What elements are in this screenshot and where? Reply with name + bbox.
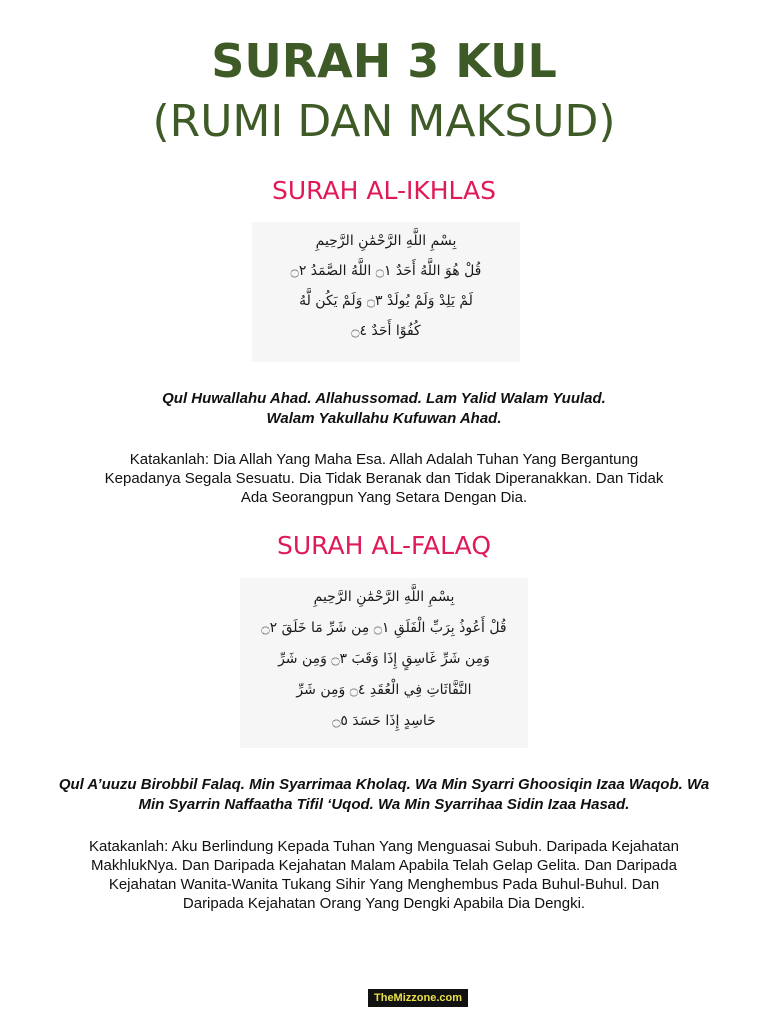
arabic-line: النَّفَّاثَاتِ فِي الْعُقَدِ ۝٤ وَمِن شَرِّ xyxy=(296,682,472,698)
maksud-line: Katakanlah: Aku Berlindung Kepada Tuhan Yang Menguasai Subuh. Daripada Kejahatan xyxy=(89,838,679,855)
arabic-line: كُفُوًا أَحَدٌ ۝٤ xyxy=(351,323,421,339)
arabic-line: بِسْمِ اللَّهِ الرَّحْمَٰنِ الرَّحِيمِ xyxy=(315,233,457,249)
falaq-arabic-text-image xyxy=(240,578,528,748)
ikhlas-rumi-text xyxy=(40,389,728,429)
brand-watermark: TheMizzone.com xyxy=(368,989,468,1007)
arabic-line: قُلْ أَعُوذُ بِرَبِّ الْفَلَقِ ۝١ مِن شَرِّ مَا خَلَقَ ۝٢ xyxy=(261,620,507,636)
falaq-maksud-text xyxy=(60,837,708,913)
rumi-line: Qul A’uuzu Birobbil Falaq. Min Syarrimaa Kholaq. Wa Min Syarri Ghoosiqin Izaa Waqob. Wa xyxy=(58,776,710,793)
surah-ikhlas-title: SURAH AL-IKHLAS xyxy=(271,176,497,205)
arabic-line: قُلْ هُوَ اللَّهُ أَحَدٌ ۝١ اللَّهُ الصَّمَدُ ۝٢ xyxy=(290,263,482,279)
maksud-line: Kejahatan Wanita-Wanita Tukang Sihir Yang Menghembus Pada Buhul-Buhul. Dan xyxy=(108,876,660,893)
maksud-line: Katakanlah: Dia Allah Yang Maha Esa. Allah Adalah Tuhan Yang Bergantung xyxy=(129,451,639,468)
ikhlas-arabic-text-image xyxy=(252,222,520,362)
arabic-line: حَاسِدٍ إِذَا حَسَدَ ۝٥ xyxy=(332,713,436,729)
maksud-line: MakhlukNya. Dan Daripada Kejahatan Malam Apabila Telah Gelap Gelita. Dan Daripada xyxy=(91,857,677,874)
maksud-line: Kepadanya Segala Sesuatu. Dia Tidak Beranak dan Tidak Diperanakkan. Dan Tidak xyxy=(104,470,664,487)
page-title: SURAH 3 KUL xyxy=(211,34,557,88)
arabic-line: لَمْ يَلِدْ وَلَمْ يُولَدْ ۝٣ وَلَمْ يَكُن لَّهُ xyxy=(299,293,473,309)
maksud-line: Ada Seorangpun Yang Setara Dengan Dia. xyxy=(240,489,528,506)
maksud-line: Daripada Kejahatan Orang Yang Dengki Apabila Dia Dengki. xyxy=(182,895,586,912)
falaq-rumi-text xyxy=(24,775,744,815)
arabic-line: وَمِن شَرِّ غَاسِقٍ إِذَا وَقَبَ ۝٣ وَمِن شَرِّ xyxy=(278,651,490,667)
ikhlas-maksud-text xyxy=(80,450,688,507)
page-subtitle: (RUMI DAN MAKSUD) xyxy=(152,96,616,147)
surah-falaq-title: SURAH AL-FALAQ xyxy=(276,531,491,560)
rumi-line: Qul Huwallahu Ahad. Allahussomad. Lam Yalid Walam Yuulad. xyxy=(162,390,606,407)
rumi-line: Walam Yakullahu Kufuwan Ahad. xyxy=(266,410,502,427)
arabic-line: بِسْمِ اللَّهِ الرَّحْمَٰنِ الرَّحِيمِ xyxy=(313,589,455,605)
rumi-line: Min Syarrin Naffaatha Tifil ‘Uqod. Wa Min Syarrihaa Sidin Izaa Hasad. xyxy=(138,796,630,813)
